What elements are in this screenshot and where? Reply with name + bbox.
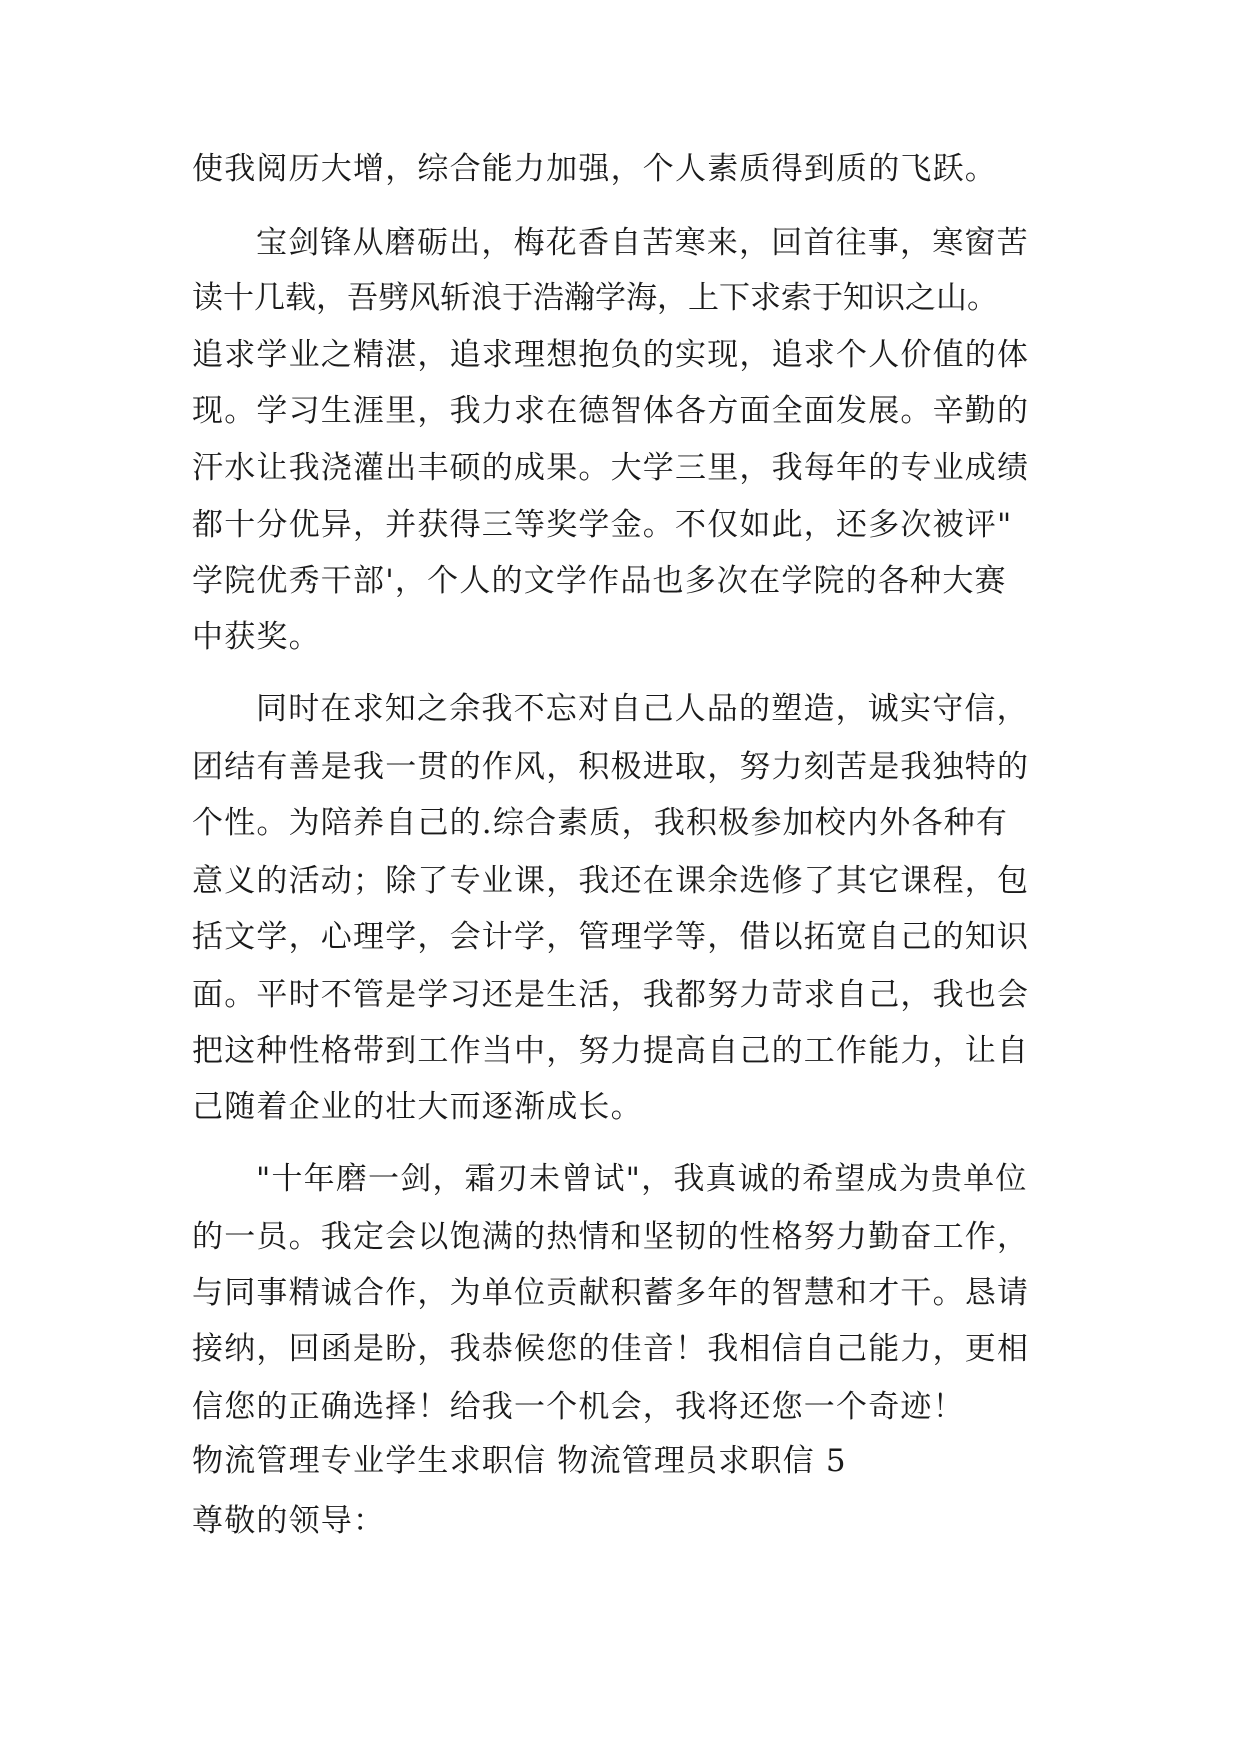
paragraph-line: 中获奖。 <box>192 619 321 655</box>
paragraph-line: 团结有善是我一贯的作风，积极进取，努力刻苦是我独特的 <box>192 749 1030 785</box>
paragraph-line: 使我阅历大增，综合能力加强，个人素质得到质的飞跃。 <box>192 151 997 187</box>
paragraph-line: 追求学业之精湛，追求理想抱负的实现，追求个人价值的体 <box>192 337 1030 373</box>
paragraph-first-line: 宝剑锋从磨砺出，梅花香自苦寒来，回首往事，寒窗苦 <box>256 225 1029 261</box>
paragraph-line: 现。学习生涯里，我力求在德智体各方面全面发展。辛勤的 <box>192 393 1030 429</box>
paragraph-line: 面。平时不管是学习还是生活，我都努力苛求自己，我也会 <box>192 977 1030 1013</box>
paragraph-line: 括文学，心理学，会计学，管理学等，借以拓宽自己的知识 <box>192 919 1030 955</box>
paragraph-line: 汗水让我浇灌出丰硕的成果。大学三里，我每年的专业成绩 <box>192 450 1030 486</box>
paragraph-first-line: 同时在求知之余我不忘对自己人品的塑造，诚实守信， <box>256 691 1029 727</box>
paragraph-line: 信您的正确选择！给我一个机会，我将还您一个奇迹！ <box>192 1389 965 1425</box>
paragraph-line: 把这种性格带到工作当中，努力提高自己的工作能力，让自 <box>192 1033 1030 1069</box>
paragraph-first-line: "十年磨一剑，霜刃未曾试"，我真诚的希望成为贵单位 <box>256 1161 1028 1197</box>
paragraph-line: 意义的活动；除了专业课，我还在课余选修了其它课程，包 <box>192 863 1030 899</box>
salutation: 尊敬的领导： <box>192 1503 386 1539</box>
paragraph-line: 的一员。我定会以饱满的热情和坚韧的性格努力勤奋工作， <box>192 1219 1030 1255</box>
paragraph-line: 己随着企业的壮大而逐渐成长。 <box>192 1089 643 1125</box>
paragraph-line: 读十几载，吾劈风斩浪于浩瀚学海，上下求索于知识之山。 <box>192 280 998 316</box>
paragraph-line: 与同事精诚合作，为单位贡献积蓄多年的智慧和才干。恳请 <box>192 1275 1030 1311</box>
paragraph-line: 个性。为陪养自己的.综合素质，我积极参加校内外各种有 <box>192 805 1009 841</box>
paragraph-line: 接纳，回函是盼，我恭候您的佳音！我相信自己能力，更相 <box>192 1331 1030 1367</box>
paragraph-line: 都十分优异，并获得三等奖学金。不仅如此，还多次被评" <box>192 507 1013 543</box>
paragraph-line: 学院优秀干部'，个人的文学作品也多次在学院的各种大赛 <box>192 563 1007 599</box>
section-title: 物流管理专业学生求职信 物流管理员求职信 5 <box>192 1443 847 1479</box>
